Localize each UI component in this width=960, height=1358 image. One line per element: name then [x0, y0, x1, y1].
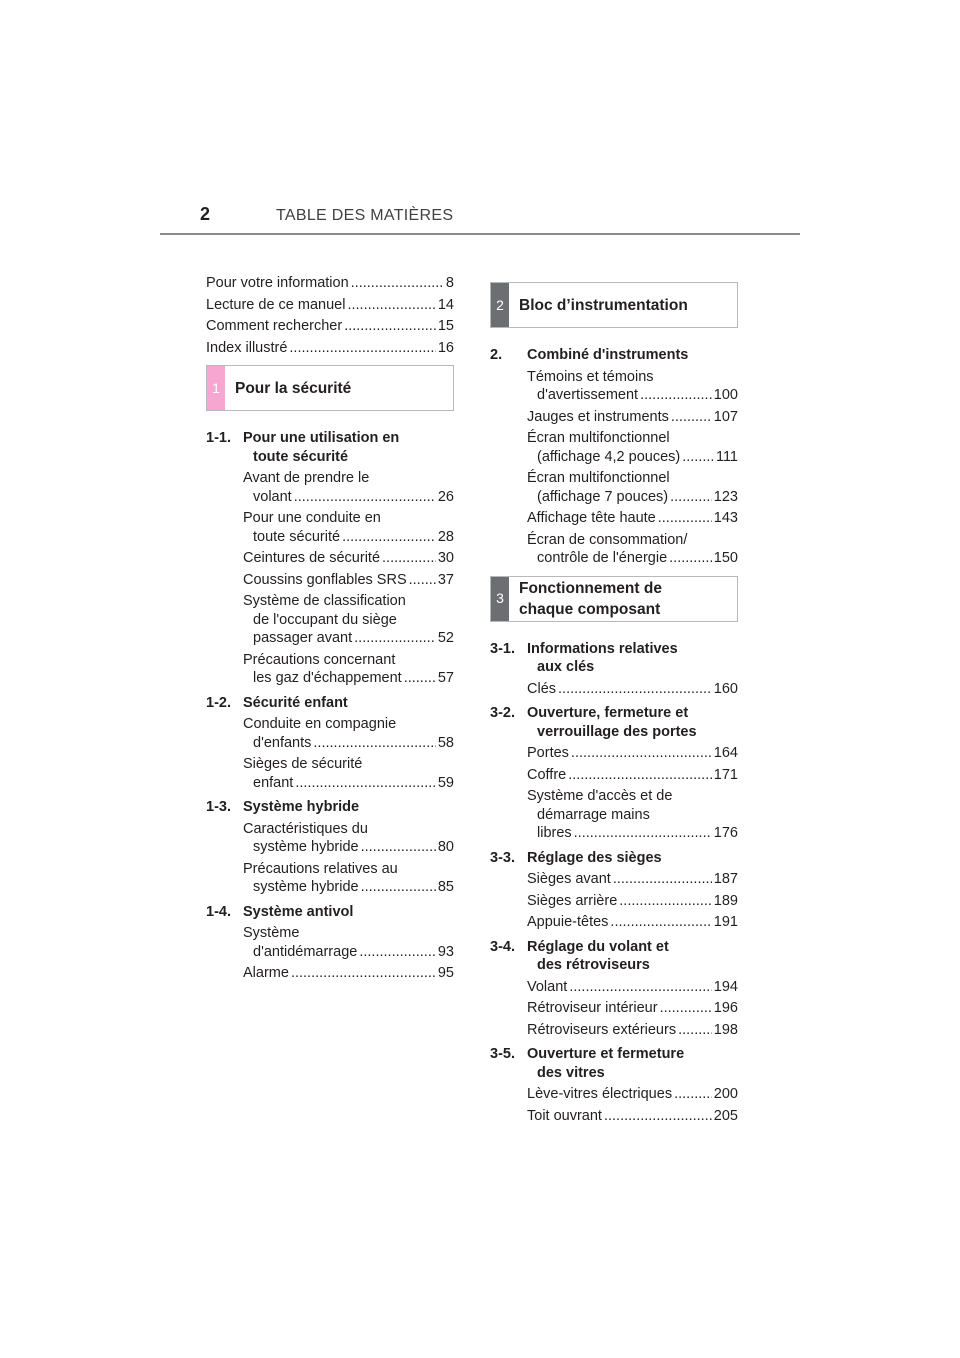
toc-entry-last-line [527, 766, 738, 785]
toc-entry-page: 176 [713, 825, 738, 841]
section-title-line: Fonctionnement de [519, 579, 662, 597]
toc-entry-title: Pour votre information [206, 275, 349, 291]
toc-entry[interactable] [206, 274, 454, 293]
toc-entry[interactable] [243, 924, 454, 961]
toc-entry-title-line: (affichage 4,2 pouces) [537, 448, 681, 465]
leader-dots [347, 296, 435, 315]
toc-entry-title: Lecture de ce manuel [206, 296, 346, 313]
toc-entry[interactable] [527, 999, 738, 1018]
toc-entry-page: 80 [437, 839, 454, 855]
section-header-1[interactable] [206, 365, 454, 411]
leader-dots [571, 744, 712, 763]
leader-dots [291, 964, 436, 983]
leader-dots [682, 448, 714, 467]
toc-entry-page: 14 [437, 296, 454, 313]
toc-entry[interactable] [527, 913, 738, 932]
toc-entry-title-line: Conduite en compagnie [243, 716, 397, 732]
toc-entry-title-line: Alarme [243, 965, 289, 981]
toc-entry-title-line: Sièges arrière [527, 892, 618, 909]
toc-entry[interactable] [527, 787, 738, 843]
toc-entry-last-line [527, 913, 738, 932]
toc-entry-last-line [527, 1021, 738, 1040]
toc-entry-title-line: Témoins et témoins [527, 368, 654, 385]
toc-entry-last-line [243, 774, 454, 793]
toc-entry[interactable] [206, 339, 454, 358]
subsection-heading[interactable] [490, 346, 738, 365]
toc-entry-title-line: Affichage tête haute [527, 510, 656, 526]
toc-entry[interactable] [243, 549, 454, 568]
leader-dots [613, 870, 712, 889]
subsection-entries [206, 820, 454, 897]
toc-entry-page: 194 [713, 978, 738, 995]
leader-dots [361, 878, 436, 897]
toc-entry-last-line [527, 408, 738, 427]
subsection-number: 2. [490, 347, 503, 363]
page-header [160, 204, 800, 234]
toc-entry-last-line [243, 488, 454, 507]
toc-entry[interactable] [243, 715, 454, 752]
toc-entry-title-line: (affichage 7 pouces) [537, 488, 669, 505]
subsection-number: 3-4. [490, 938, 515, 955]
leader-dots [674, 1085, 712, 1104]
section-header-3[interactable] [490, 576, 738, 622]
subsection-title [243, 798, 454, 817]
toc-entry-title-line: Rétroviseurs extérieurs [527, 1021, 677, 1038]
toc-entry-page: 123 [713, 488, 738, 505]
toc-entry-title-line: Précautions relatives au [243, 860, 398, 877]
toc-entry-page: 205 [713, 1107, 738, 1124]
subsection-title-line: Système hybride [243, 799, 360, 815]
section-title-line: Pour la sécurité [235, 379, 352, 397]
toc-entry-last-line [527, 448, 738, 467]
toc-entry[interactable] [527, 1021, 738, 1040]
leader-dots [382, 549, 436, 568]
toc-entry[interactable] [527, 1085, 738, 1104]
toc-entry-last-line [243, 571, 454, 590]
subsection-heading[interactable] [206, 429, 454, 466]
toc-entry[interactable] [527, 744, 738, 763]
subsection-entries [206, 715, 454, 792]
toc-entry-page: 8 [445, 275, 454, 291]
toc-entry-title-line: Clés [527, 680, 557, 697]
subsection-title-line: Ouverture et fermeture [527, 1046, 685, 1062]
subsection-number: 1-1. [206, 430, 231, 446]
toc-entry-page: 171 [713, 766, 738, 783]
leader-dots [619, 892, 712, 911]
subsection-heading[interactable] [206, 694, 454, 713]
subsection-title-line: Réglage du volant et [527, 938, 669, 955]
toc-entry-title-line: d'antidémarrage [253, 943, 358, 960]
toc-entry-page: 196 [713, 1000, 738, 1016]
leader-dots [404, 669, 436, 688]
toc-entry-page: 111 [715, 448, 738, 465]
subsection-title-line: des rétroviseurs [537, 957, 650, 973]
subsection-title [527, 1045, 738, 1082]
toc-entry-page: 200 [713, 1086, 738, 1102]
subsection-title [527, 938, 738, 975]
toc-entry-title-line: Rétroviseur intérieur [527, 1000, 658, 1016]
toc-entry-page: 58 [437, 734, 454, 751]
subsection-title [527, 849, 738, 868]
leader-dots [678, 1021, 712, 1040]
toc-entry[interactable] [243, 571, 454, 590]
toc-entry[interactable] [527, 531, 738, 568]
toc-entry[interactable] [243, 755, 454, 792]
subsection-title [243, 903, 454, 922]
toc-entry[interactable] [206, 317, 454, 336]
section-header-2[interactable] [490, 282, 738, 328]
subsection-title [527, 346, 738, 365]
subsection-title-line: Combiné d'instruments [527, 347, 689, 363]
toc-entry[interactable] [206, 296, 454, 315]
leader-dots [569, 978, 711, 997]
leader-dots [670, 488, 712, 507]
toc-entry-title-line: Ceintures de sécurité [243, 550, 381, 566]
toc-entry-title-line: contrôle de l'énergie [537, 550, 668, 566]
section-number-tab: 3 [491, 577, 509, 621]
subsection-title [243, 694, 454, 713]
toc-entry-page: 30 [437, 550, 454, 566]
subsection-number: 3-2. [490, 705, 515, 721]
leader-dots [658, 509, 712, 528]
toc-entry-title-line: les gaz d'échappement [253, 670, 402, 686]
leader-dots [558, 680, 712, 699]
toc-entry-title-line: de l'occupant du siège [253, 611, 397, 628]
toc-entry[interactable] [527, 469, 738, 506]
toc-right-column [490, 274, 738, 1128]
toc-entry[interactable] [527, 509, 738, 528]
subsection-heading[interactable] [490, 938, 738, 975]
toc-entry-last-line [243, 734, 454, 753]
toc-entry[interactable] [243, 820, 454, 857]
subsection-entries [490, 368, 738, 568]
toc-entry-page: 93 [437, 943, 454, 960]
toc-entry-page: 100 [713, 387, 738, 403]
toc-entry[interactable] [527, 429, 738, 466]
toc-entry-page: 150 [713, 550, 738, 566]
subsection-title-line: aux clés [537, 659, 595, 675]
toc-entry-last-line [527, 978, 738, 997]
toc-entry[interactable] [243, 651, 454, 688]
toc-entry-last-line [243, 878, 454, 897]
toc-entry[interactable] [243, 964, 454, 983]
leader-dots [640, 386, 712, 405]
subsection-entries [490, 744, 738, 843]
toc-entry-last-line [527, 870, 738, 889]
toc-entry[interactable] [243, 860, 454, 897]
toc-entry-page: 187 [713, 871, 738, 887]
toc-entry-title: Index illustré [206, 339, 288, 356]
leader-dots [671, 408, 712, 427]
toc-entry-last-line [527, 509, 738, 528]
toc-entry-last-line [243, 964, 454, 983]
toc-entry[interactable] [243, 469, 454, 506]
section-number-tab: 1 [207, 366, 225, 410]
toc-entry-page: 191 [713, 914, 738, 930]
toc-entry-title: Comment rechercher [206, 318, 343, 334]
toc-entry-title-line: Toit ouvrant [527, 1107, 602, 1124]
subsection-entries [490, 870, 738, 932]
subsection-number: 3-3. [490, 849, 515, 866]
page-number: 2 [200, 204, 211, 224]
toc-entry-title-line: Appuie-têtes [527, 914, 609, 930]
toc-entry-page: 85 [437, 879, 454, 895]
toc-entry-last-line [527, 549, 738, 568]
toc-entry-title-line: Coffre [527, 766, 567, 783]
subsection-title-line: toute sécurité [253, 448, 349, 465]
toc-entry-page: 143 [713, 510, 738, 526]
subsection-title-line: Réglage des sièges [527, 849, 662, 866]
toc-entry-page: 59 [437, 774, 454, 791]
toc-entry-title-line: Écran multifonctionnel [527, 470, 670, 486]
subsection-title-line: Ouverture, fermeture et [527, 705, 689, 721]
leader-dots [344, 317, 436, 336]
section-title-line: chaque composant [519, 600, 661, 618]
toc-entry-page: 28 [437, 528, 454, 545]
leader-dots [359, 943, 436, 962]
toc-entry[interactable] [527, 368, 738, 405]
subsection-title-line: Système antivol [243, 903, 354, 920]
subsection-title-line: verrouillage des portes [537, 723, 697, 740]
toc-entry-last-line [527, 1107, 738, 1126]
toc-entry[interactable] [527, 870, 738, 889]
toc-left-column [206, 274, 454, 986]
section-number-tab: 2 [491, 283, 509, 327]
toc-entry-page: 57 [437, 670, 454, 686]
subsection-number: 1-2. [206, 694, 231, 711]
toc-entry-page: 37 [437, 571, 454, 588]
toc-entry-last-line [243, 549, 454, 568]
toc-entry-title-line: enfant [253, 774, 294, 791]
leader-dots [409, 571, 436, 590]
toc-entry-title-line: Système de classification [243, 593, 406, 609]
leader-dots [351, 274, 444, 293]
subsection-entries [490, 680, 738, 699]
subsection-title-line: des vitres [537, 1064, 605, 1081]
section-title-line: Bloc d’instrumentation [519, 296, 688, 314]
toc-entry-last-line [527, 824, 738, 843]
subsection-title [527, 640, 738, 677]
subsection-heading[interactable] [490, 1045, 738, 1082]
subsection-number: 3-1. [490, 640, 515, 657]
toc-entry-title-line: passager avant [253, 630, 353, 646]
toc-entry-last-line [243, 943, 454, 962]
subsection-heading[interactable] [206, 903, 454, 922]
subsection-number: 3-5. [490, 1046, 515, 1062]
toc-entry-title-line: d'avertissement [537, 387, 639, 403]
toc-entry-title-line: Coussins gonflables SRS [243, 571, 407, 588]
subsection-heading[interactable] [206, 798, 454, 817]
section-title [509, 578, 662, 620]
toc-entry-title-line: Écran de consommation/ [527, 531, 688, 548]
subsection-entries [206, 924, 454, 983]
leader-dots [568, 766, 712, 785]
toc-entry-last-line [527, 386, 738, 405]
subsection-title [527, 704, 738, 741]
toc-entry-page: 189 [713, 892, 738, 909]
toc-entry-title-line: d'enfants [253, 734, 312, 751]
toc-entry-title-line: Sièges de sécurité [243, 756, 363, 772]
leader-dots [313, 734, 435, 753]
toc-entry-last-line [527, 488, 738, 507]
toc-entry-title-line: Pour une conduite en [243, 510, 381, 526]
leader-dots [342, 528, 436, 547]
toc-entry-page: 16 [437, 339, 454, 356]
toc-entry-title-line: Avant de prendre le [243, 470, 370, 486]
subsection-heading[interactable] [490, 849, 738, 868]
toc-entry-page: 52 [437, 630, 454, 646]
toc-entry[interactable] [527, 892, 738, 911]
toc-entry-page: 26 [437, 488, 454, 505]
leader-dots [669, 549, 712, 568]
leader-dots [361, 838, 436, 857]
subsection-entries [490, 1085, 738, 1125]
subsection-title-line: Sécurité enfant [243, 694, 348, 711]
toc-entry-title-line: démarrage mains [537, 806, 650, 823]
toc-entry[interactable] [527, 766, 738, 785]
toc-entry-title-line: Caractéristiques du [243, 820, 368, 837]
leader-dots [574, 824, 712, 843]
toc-entry-last-line [527, 1085, 738, 1104]
toc-entry-title-line: Lève-vitres électriques [527, 1086, 673, 1102]
toc-entry[interactable] [527, 408, 738, 427]
toc-entry-page: 164 [713, 745, 738, 761]
subsection-title [243, 429, 454, 466]
toc-entry-page: 95 [437, 965, 454, 981]
toc-entry-last-line [243, 528, 454, 547]
toc-entry[interactable] [527, 680, 738, 699]
leader-dots [660, 999, 712, 1018]
toc-entry-last-line [243, 669, 454, 688]
toc-entry-page: 15 [437, 318, 454, 334]
subsection-heading[interactable] [490, 640, 738, 677]
leader-dots [295, 774, 436, 793]
subsection-title-line: Informations relatives [527, 640, 678, 657]
toc-entry-last-line [527, 892, 738, 911]
toc-entry-title-line: toute sécurité [253, 528, 341, 545]
toc-entry-title-line: Écran multifonctionnel [527, 430, 670, 446]
toc-entry-page: 198 [713, 1021, 738, 1038]
toc-entry-title-line: Système d'accès et de [527, 788, 673, 804]
toc-entry-title-line: système hybride [253, 879, 359, 895]
leader-dots [289, 339, 435, 358]
toc-entry-title-line: Volant [527, 978, 568, 995]
subsection-heading[interactable] [490, 704, 738, 741]
toc-entry-title-line: libres [537, 825, 572, 841]
subsection-number: 1-4. [206, 903, 231, 920]
toc-entry[interactable] [243, 509, 454, 546]
leader-dots [610, 913, 711, 932]
section-title [225, 378, 351, 399]
toc-entry-title-line: Sièges avant [527, 871, 611, 887]
toc-entry[interactable] [527, 978, 738, 997]
leader-dots [294, 488, 436, 507]
toc-entry-title-line: système hybride [253, 839, 359, 855]
subsection-number: 1-3. [206, 799, 231, 815]
toc-entry-last-line [243, 838, 454, 857]
toc-entry-title-line: Jauges et instruments [527, 408, 669, 425]
toc-entry-title-line: Précautions concernant [243, 651, 396, 668]
toc-entry-last-line [243, 629, 454, 648]
toc-entry-title-line: Système [243, 925, 300, 941]
toc-entry-title-line: Portes [527, 745, 569, 761]
toc-entry-page: 107 [713, 408, 738, 425]
toc-entry[interactable] [243, 592, 454, 648]
toc-entry-page: 160 [713, 680, 738, 697]
leader-dots [604, 1107, 712, 1126]
toc-entry-last-line [527, 680, 738, 699]
toc-entry-last-line [527, 999, 738, 1018]
leader-dots [354, 629, 436, 648]
toc-entry-last-line [527, 744, 738, 763]
header-divider [160, 233, 800, 235]
section-title [509, 295, 688, 316]
toc-entry[interactable] [527, 1107, 738, 1126]
subsection-entries [490, 978, 738, 1040]
toc-entry-title-line: volant [253, 488, 292, 505]
subsection-entries [206, 469, 454, 688]
page-title: TABLE DES MATIÈRES [276, 207, 454, 224]
subsection-title-line: Pour une utilisation en [243, 430, 400, 446]
